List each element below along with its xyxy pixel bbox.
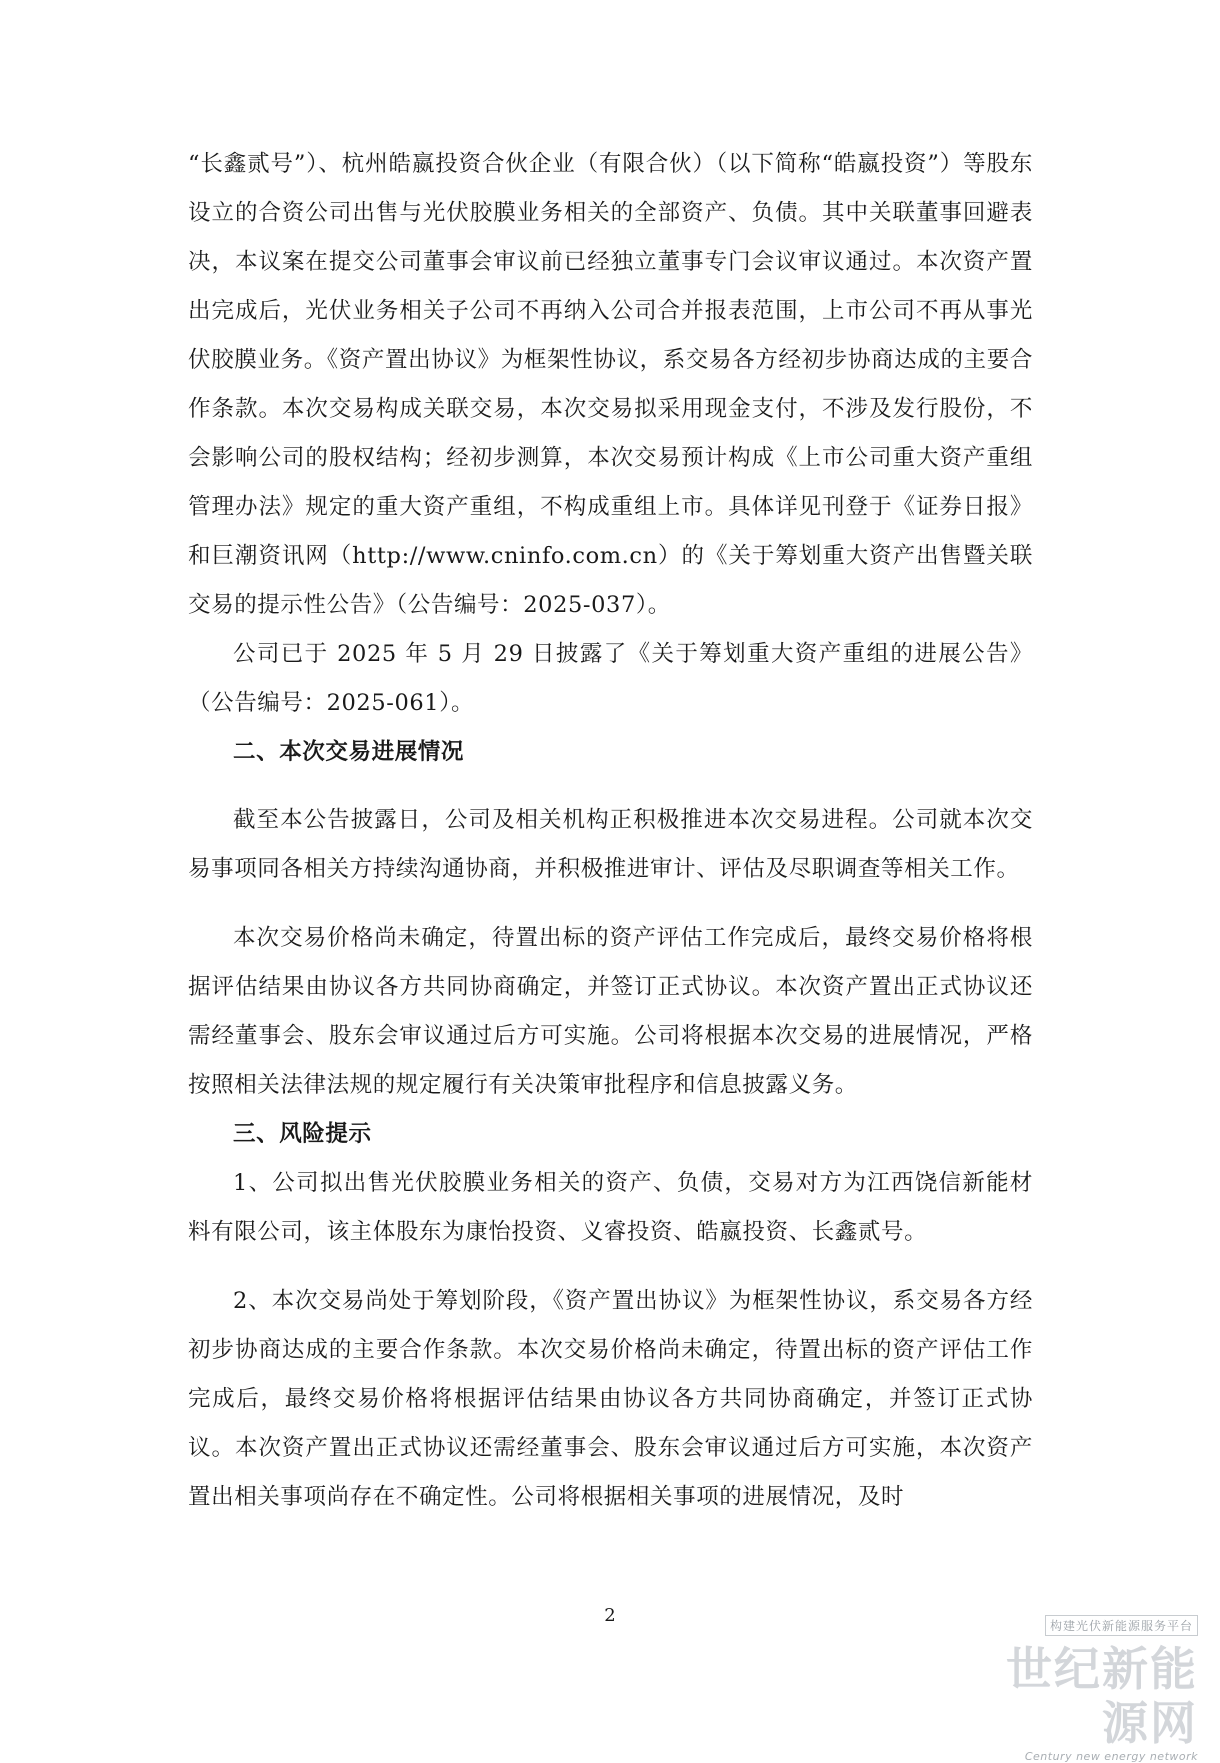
section-heading-progress: 二、本次交易进展情况 bbox=[233, 739, 465, 765]
paragraph-progress-1: 截至本公告披露日，公司及相关机构正积极推进本次交易进程。公司就本次交易事项同各相关方持续沟通协商，并积极推进审计、评估及尽职调查等相关工作。 bbox=[188, 807, 1033, 882]
watermark-subtitle: Century new energy network bbox=[1024, 1750, 1198, 1763]
watermark-logo-text: 世纪新能源网 bbox=[1006, 1642, 1198, 1750]
paragraph-progress-2: 本次交易价格尚未确定，待置出标的资产评估工作完成后，最终交易价格将根据评估结果由协议各方共同协商确定，并签订正式协议。本次资产置出正式协议还需经董事会、股东会审议通过后方可实施。公司将根据本次交易的进展情况，严格按照相关法律法规的规定履行有关决策审批程序和信息披露义务。 bbox=[188, 925, 1033, 1098]
page-number: 2 bbox=[604, 1605, 616, 1626]
paragraph-risk-1: 1、公司拟出售光伏胶膜业务相关的资产、负债，交易对方为江西饶信新能材料有限公司，该主体股东为康怡投资、义睿投资、皓嬴投资、长鑫贰号。 bbox=[188, 1170, 1033, 1245]
paragraph-risk-2: 2、本次交易尚处于筹划阶段，《资产置出协议》为框架性协议，系交易各方经初步协商达成的主要合作条款。本次交易价格尚未确定，待置出标的资产评估工作完成后，最终交易价格将根据评估结果由协议各方共同协商确定，并签订正式协议。本次资产置出正式协议还需经董事会、股东会审议通过后方可实施，本次资产置出相关事项尚存在不确定性。公司将根据相关事项的进展情况，及时 bbox=[188, 1288, 1033, 1510]
watermark-slogan: 构建光伏新能源服务平台 bbox=[1045, 1615, 1198, 1636]
paragraph-disclosure: 公司已于 2025 年 5 月 29 日披露了《关于筹划重大资产重组的进展公告》（公告编号：2025-061）。 bbox=[188, 641, 1033, 716]
paragraph-continuation: “长鑫贰号”）、杭州皓嬴投资合伙企业（有限合伙）（以下简称“皓嬴投资”）等股东设立的合资公司出售与光伏胶膜业务相关的全部资产、负债。其中关联董事回避表决，本议案在提交公司董事会审议前已经独立董事专门会议审议通过。本次资产置出完成后，光伏业务相关子公司不再纳入公司合并报表范围，上市公司不再从事光伏胶膜业务。《资产置出协议》为框架性协议，系交易各方经初步协商达成的主要合作条款。本次交易构成关联交易，本次交易拟采用现金支付，不涉及发行股份，不会影响公司的股权结构；经初步测算，本次交易预计构成《上市公司重大资产重组管理办法》规定的重大资产重组，不构成重组上市。具体详见刊登于《证券日报》和巨潮资讯网（http://www.cninfo.com.cn）的《关于筹划重大资产出售暨关联交易的提示性公告》（公告编号：2025-037）。 bbox=[188, 151, 1033, 618]
watermark-logo bbox=[968, 1615, 1198, 1763]
section-heading-risk: 三、风险提示 bbox=[233, 1121, 372, 1147]
document-body bbox=[188, 140, 1033, 1522]
